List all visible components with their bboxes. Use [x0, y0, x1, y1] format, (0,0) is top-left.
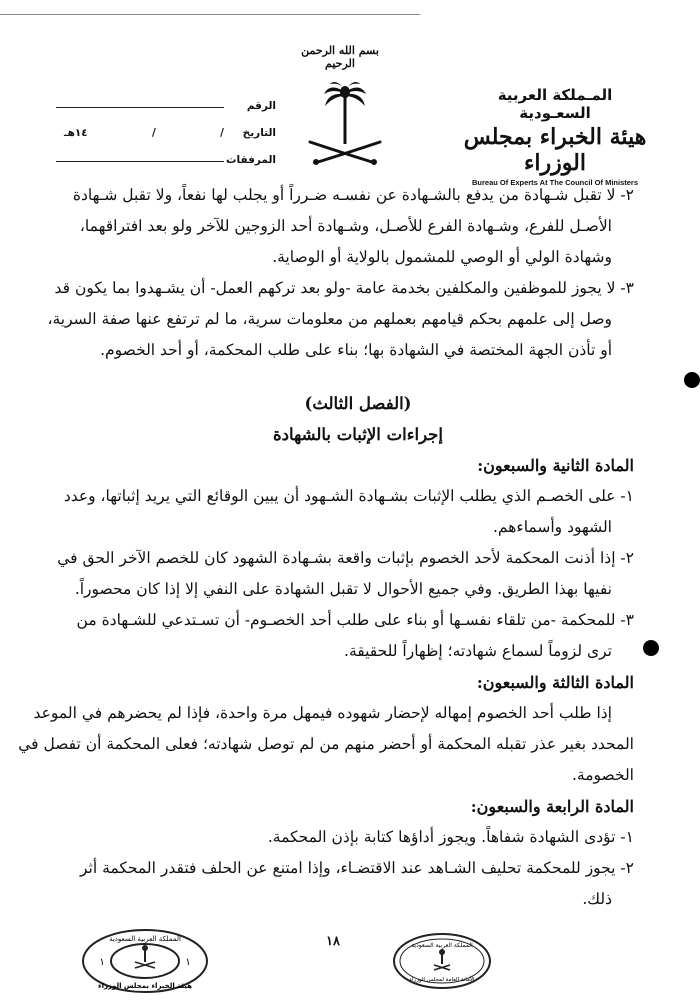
date-label: التاريخ — [242, 126, 276, 139]
attachments-row — [56, 146, 276, 173]
text-line: الخصومة. — [571, 766, 634, 784]
text-line: ٣- للمحكمة -من تلقاء نفسـها أو بناء على طلب أحد الخصـوم- أن تسـتدعي للشـهادة من — [76, 611, 634, 629]
attachments-label: المرفقات — [225, 153, 276, 166]
text-line: ذلك. — [582, 890, 612, 908]
numbered-item — [57, 543, 634, 605]
date-row — [56, 119, 276, 146]
text-line: إذا طلب أحد الخصوم إمهاله لإحضار شهوده فيمهل مرة واحدة، فإذا لم يحضرهم في الموعد — [33, 704, 612, 722]
number-row — [56, 92, 276, 119]
number-blank-line — [56, 107, 224, 108]
numbered-item — [72, 180, 634, 273]
text-line: (الفصل الثالث) — [304, 394, 412, 413]
article-heading — [82, 450, 634, 481]
text-line: ٢- لا تقبل شـهادة من يدفع بالشـهادة عن نفسـه ضـرراً أو يجلب لها نفعاً، ولا تقبل شـهادة — [72, 186, 634, 204]
right-official-stamp — [392, 932, 492, 990]
text-line: الأصـل للفرع، وشـهادة الفرع للأصـل، وشـهادة أحد الزوجين للآخر ولو بعد افتراقهما، — [79, 217, 612, 235]
text-line: الشهود وأسماءهم. — [492, 518, 612, 536]
text-line: ٢- إذا أذنت المحكمة لأحد الخصوم بإثبات واقعة بشـهادة الشهود كان للخصم الآخر الحق في — [57, 549, 634, 567]
letterhead-organization — [460, 86, 650, 187]
text-line: المادة الثالثة والسبعون: — [476, 673, 634, 692]
punch-hole — [684, 372, 700, 388]
stamp-left-side-text: ١ — [99, 957, 105, 968]
text-line: وصل إلى علمهم بحكم قيامهم بعملهم من معلومات سرية، ما لم ترتفع عنها صفة السرية، — [47, 310, 612, 328]
stamp-left-bottom-text: هيئة الخبراء بمجلس الوزراء — [98, 982, 192, 990]
chapter-heading — [82, 419, 634, 450]
document-body — [18, 180, 634, 915]
numbered-item — [63, 481, 634, 543]
text-line: ٣- لا يجوز للموظفين والمكلفين بخدمة عامة -ولو بعد تركهم العمل- أن يشـهدوا بما يكون قد — [54, 279, 634, 297]
stamp-emblem-icon — [434, 949, 450, 970]
text-line: إجراءات الإثبات بالشهادة — [273, 425, 443, 444]
left-official-stamp — [80, 928, 210, 994]
date-year: ١٤هـ — [64, 126, 88, 139]
stamp-left-top-text: المملكة العربية السعودية — [109, 935, 181, 943]
date-sep-2: / — [152, 126, 156, 139]
numbered-item — [82, 853, 634, 915]
page-number: ١٨ — [326, 934, 340, 949]
stamp-right-bottom-text: الأمانة العامة لمجلس الوزراء — [409, 977, 475, 983]
numbered-item — [82, 822, 634, 853]
number-label: الرقم — [246, 99, 276, 112]
numbered-item — [47, 273, 634, 366]
article-heading — [82, 667, 634, 698]
letter-metadata — [56, 92, 276, 173]
text-line: المحدد بغير عذر تقبله المحكمة أو أحضر منهم من لم توصل شهادته؛ فعلى المحكمة أن تفصل في — [18, 735, 634, 753]
numbered-item — [76, 605, 634, 667]
text-line: المادة الرابعة والسبعون: — [470, 797, 634, 816]
paragraph — [18, 698, 634, 791]
basmala: بسم الله الرحمن الرحيم — [301, 44, 379, 70]
text-line: ١- على الخصـم الذي يطلب الإثبات بشـهادة الشـهود أن يبين الوقائع التي يريد إثباتها، وعدد — [63, 487, 634, 505]
stamp-emblem-icon — [135, 945, 155, 968]
punch-hole — [643, 640, 659, 656]
date-value — [56, 127, 224, 139]
text-line: ١- تؤدى الشهادة شفاهاً. ويجوز أداؤها كتابة بإذن المحكمة. — [267, 828, 634, 846]
text-line: ٢- يجوز للمحكمة تحليف الشـاهد عند الاقتضـاء، وإذا امتنع عن الحلف فتقدر المحكمة أثر — [80, 859, 634, 877]
kingdom-name: المـملكة العربية السعـودية — [497, 86, 613, 122]
text-line: نفيها بهذا الطريق. وفي جميع الأحوال لا تقبل الشهادة على النفي إلا إذا كان محصوراً. — [74, 580, 612, 598]
chapter-heading — [82, 388, 634, 419]
article-heading — [82, 791, 634, 822]
text-line: ترى لزوماً لسماع شهادته؛ إظهاراً للحقيقة. — [344, 642, 612, 660]
text-line: المادة الثانية والسبعون: — [477, 456, 634, 475]
scan-edge-line — [0, 14, 420, 15]
date-sep-1: / — [220, 126, 224, 139]
attachments-blank-line — [56, 161, 224, 162]
stamp-left-side-text: ١ — [185, 957, 191, 968]
text-line: وشهادة الولي أو الوصي للمشمول بالولاية أو الوصاية. — [272, 248, 612, 266]
bureau-english-name: Bureau Of Experts At The Council Of Ministers — [472, 178, 638, 187]
bureau-logo-calligraphy: هيئة الخبراء بمجلس الوزراء — [463, 124, 647, 176]
saudi-emblem-palm-swords-icon — [300, 78, 390, 168]
stamp-right-top-text: المملكة العربية السعودية — [411, 942, 473, 949]
text-line: أو تأذن الجهة المختصة في الشهادة بها؛ بناء على طلب المحكمة، أو أحد الخصوم. — [100, 341, 612, 359]
section-gap — [82, 366, 634, 388]
